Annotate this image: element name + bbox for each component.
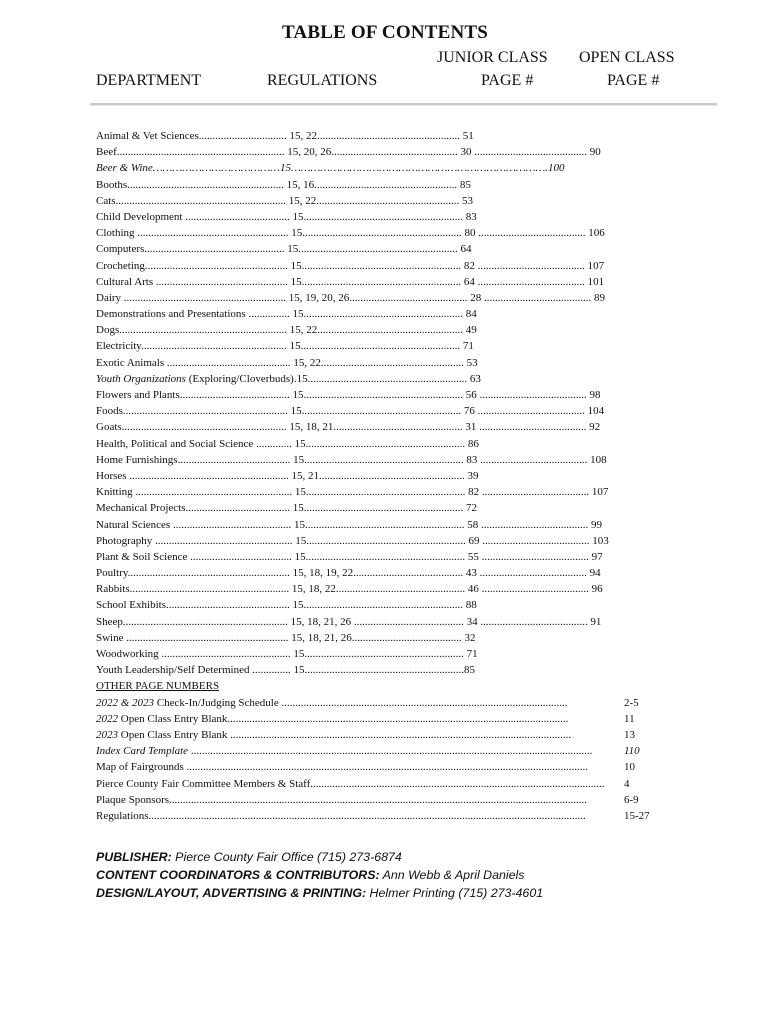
- table-row-text: Poultry........................................................... 15, 18, 19, 22........................................ 43 ....................................... 94: [96, 567, 601, 580]
- other-page-numbers-heading: OTHER PAGE NUMBERS: [96, 680, 220, 693]
- table-row-text: Cats.............................................................. 15, 22.................................................... 53: [96, 194, 474, 207]
- junior-class-header-line2: PAGE #: [481, 72, 534, 89]
- other-page-number: 11: [624, 712, 635, 725]
- table-row: [96, 517, 656, 533]
- table-row-text: Knitting ......................................................... 15.......................................................... 82 ....................................... 107: [96, 486, 609, 499]
- table-row-text: Crocheting.................................................... 15.......................................................... 82 ....................................... 107: [96, 259, 605, 272]
- table-row: [96, 662, 656, 678]
- table-row-text: Clothing ....................................................... 15.......................................................... 80 ....................................... 106: [96, 227, 605, 240]
- table-row: [96, 549, 656, 565]
- table-row-text: Youth Organizations (Exploring/Cloverbuds).15.......................................................... 63: [96, 372, 481, 385]
- table-row-text: Exotic Animals ............................................. 15, 22.................................................... 53: [96, 356, 478, 369]
- table-row-text: Mechanical Projects...................................... 15.......................................................... 72: [96, 502, 477, 515]
- table-row: [96, 614, 656, 630]
- other-page-label: 2022 Open Class Entry Blank............................................................................................................................: [96, 712, 569, 725]
- header-divider: [90, 103, 717, 105]
- table-row-text: Animal & Vet Sciences................................ 15, 22.................................................... 51: [96, 130, 474, 142]
- table-row: [96, 484, 656, 500]
- table-row: [96, 355, 656, 371]
- table-row: [96, 452, 656, 468]
- other-page-label: 2022 & 2023 Check-In/Judging Schedule ........................................................................................................: [96, 696, 568, 709]
- table-row: [96, 338, 656, 354]
- table-row-text: Beer & Wine…………………………………15…………………………………………………………………….100: [96, 162, 565, 175]
- table-row-text: Cultural Arts ................................................ 15.......................................................... 64 ....................................... 101: [96, 275, 605, 288]
- table-row-text: Plant & Soil Science ..................................... 15.......................................................... 55 ....................................... 97: [96, 550, 603, 563]
- other-page-row: [96, 695, 656, 711]
- other-page-label: Plaque Sponsors........................................................................................................................................................: [96, 793, 588, 806]
- table-row: [96, 177, 656, 193]
- design-line: DESIGN/LAYOUT, ADVERTISING & PRINTING: Helmer Printing (715) 273-4601: [96, 886, 544, 900]
- credits: [96, 848, 716, 902]
- open-class-header-line2: PAGE #: [607, 72, 660, 89]
- other-page-row: [96, 808, 656, 824]
- table-row: [96, 500, 656, 516]
- table-row: [96, 419, 656, 435]
- other-page-row: [96, 792, 656, 808]
- table-row: [96, 533, 656, 549]
- table-row: [96, 468, 656, 484]
- table-row-text: Natural Sciences ........................................... 15.......................................................... 58 ....................................... 99: [96, 518, 602, 531]
- table-row: [96, 371, 656, 387]
- table-row: [96, 241, 656, 257]
- table-row-text: Dairy ........................................................... 15, 19, 20, 26........................................... 28 ....................................... 89: [96, 291, 606, 304]
- other-page-label: Index Card Template ..................................................................................................................................................: [96, 745, 593, 758]
- table-row-text: Swine ........................................................... 15, 18, 21, 26........................................ 32: [96, 631, 476, 644]
- table-row: [96, 258, 656, 274]
- table-row: [96, 306, 656, 322]
- table-row: [96, 290, 656, 306]
- other-page-number: 6-9: [624, 793, 639, 806]
- table-row: [96, 565, 656, 581]
- open-class-header-line1: OPEN CLASS: [579, 49, 675, 66]
- table-row-text: Child Development ...................................... 15.......................................................... 83: [96, 210, 477, 223]
- other-page-number: 2-5: [624, 696, 639, 709]
- other-page-label: Map of Fairgrounds ..................................................................................................................................................: [96, 761, 589, 774]
- other-page-row: [96, 727, 656, 743]
- other-page-number: 15-27: [624, 809, 650, 822]
- table-row-text: Goats............................................................ 15, 18, 21............................................... 31 ....................................... 92: [96, 421, 601, 434]
- junior-class-header-line1: JUNIOR CLASS: [437, 49, 548, 66]
- table-row-text: Electricity..................................................... 15.......................................................... 71: [96, 340, 474, 353]
- other-page-row: [96, 743, 656, 759]
- coordinators-line: CONTENT COORDINATORS & CONTRIBUTORS: Ann Webb & April Daniels: [96, 868, 525, 882]
- table-row: [96, 387, 656, 403]
- table-row-text: Rabbits.......................................................... 15, 18, 22............................................... 46 ....................................... 96: [96, 583, 603, 596]
- table-row: [96, 630, 656, 646]
- table-row: [96, 225, 656, 241]
- table-row: [96, 597, 656, 613]
- other-page-row: [96, 711, 656, 727]
- table-row: [96, 160, 656, 176]
- table-row-text: Woodworking ............................................... 15.......................................................... 71: [96, 648, 478, 660]
- table-row-text: Home Furnishings......................................... 15.......................................................... 83 ....................................... 108: [96, 453, 607, 466]
- table-row-text: Flowers and Plants........................................ 15.......................................................... 56 ....................................... 98: [96, 389, 601, 401]
- table-row-text: Booths......................................................... 15, 16.................................................... 85: [96, 178, 471, 191]
- department-header: DEPARTMENT: [96, 72, 202, 89]
- table-row-text: Demonstrations and Presentations ............... 15.......................................................... 84: [96, 308, 477, 321]
- page-title: TABLE OF CONTENTS: [281, 22, 489, 43]
- table-row: [96, 403, 656, 419]
- other-page-row: [96, 776, 656, 792]
- table-row: [96, 436, 656, 452]
- other-page-label: Regulations...............................................................................................................................................................: [96, 809, 586, 822]
- table-row-text: Sheep............................................................ 15, 18, 21, 26 ........................................ 34 ....................................... 91: [96, 615, 602, 628]
- table-row-text: Youth Leadership/Self Determined .............. 15..........................................................85: [96, 664, 475, 677]
- other-page-number: 110: [624, 745, 640, 758]
- table-row-text: Dogs............................................................. 15, 22..................................................... 49: [96, 324, 477, 337]
- table-row-text: Health, Political and Social Science ............. 15.......................................................... 86: [96, 437, 479, 450]
- table-row: [96, 581, 656, 597]
- other-page-number: 10: [624, 761, 635, 774]
- regulations-header: REGULATIONS: [267, 72, 378, 89]
- table-row: [96, 128, 656, 144]
- table-row: [96, 209, 656, 225]
- table-row: [96, 274, 656, 290]
- table-row-text: Computers................................................... 15.......................................................... 64: [96, 243, 472, 256]
- other-page-row: [96, 759, 656, 775]
- table-row-text: Photography .................................................. 15.......................................................... 69 ....................................... 103: [96, 534, 609, 547]
- other-page-label: 2023 Open Class Entry Blank ............................................................................................................................: [96, 728, 572, 741]
- table-row-text: Beef............................................................. 15, 20, 26.............................................. 30 ......................................... 90: [96, 146, 601, 159]
- department-list: [96, 128, 656, 824]
- table-row: [96, 144, 656, 160]
- publisher-line: PUBLISHER: Pierce County Fair Office (715) 273-6874: [96, 850, 402, 864]
- table-row-text: Foods............................................................ 15.......................................................... 76 ....................................... 104: [96, 405, 605, 418]
- other-page-number: 13: [624, 728, 635, 741]
- table-row-text: School Exhibits............................................. 15.......................................................... 88: [96, 599, 477, 612]
- other-page-label: Pierce County Fair Committee Members & Staff...........................................................................................................: [96, 777, 605, 790]
- other-page-number: 4: [624, 777, 630, 790]
- table-row-text: Horses .......................................................... 15, 21..................................................... 39: [96, 469, 479, 482]
- table-row: [96, 322, 656, 338]
- table-row: [96, 193, 656, 209]
- table-row: [96, 646, 656, 662]
